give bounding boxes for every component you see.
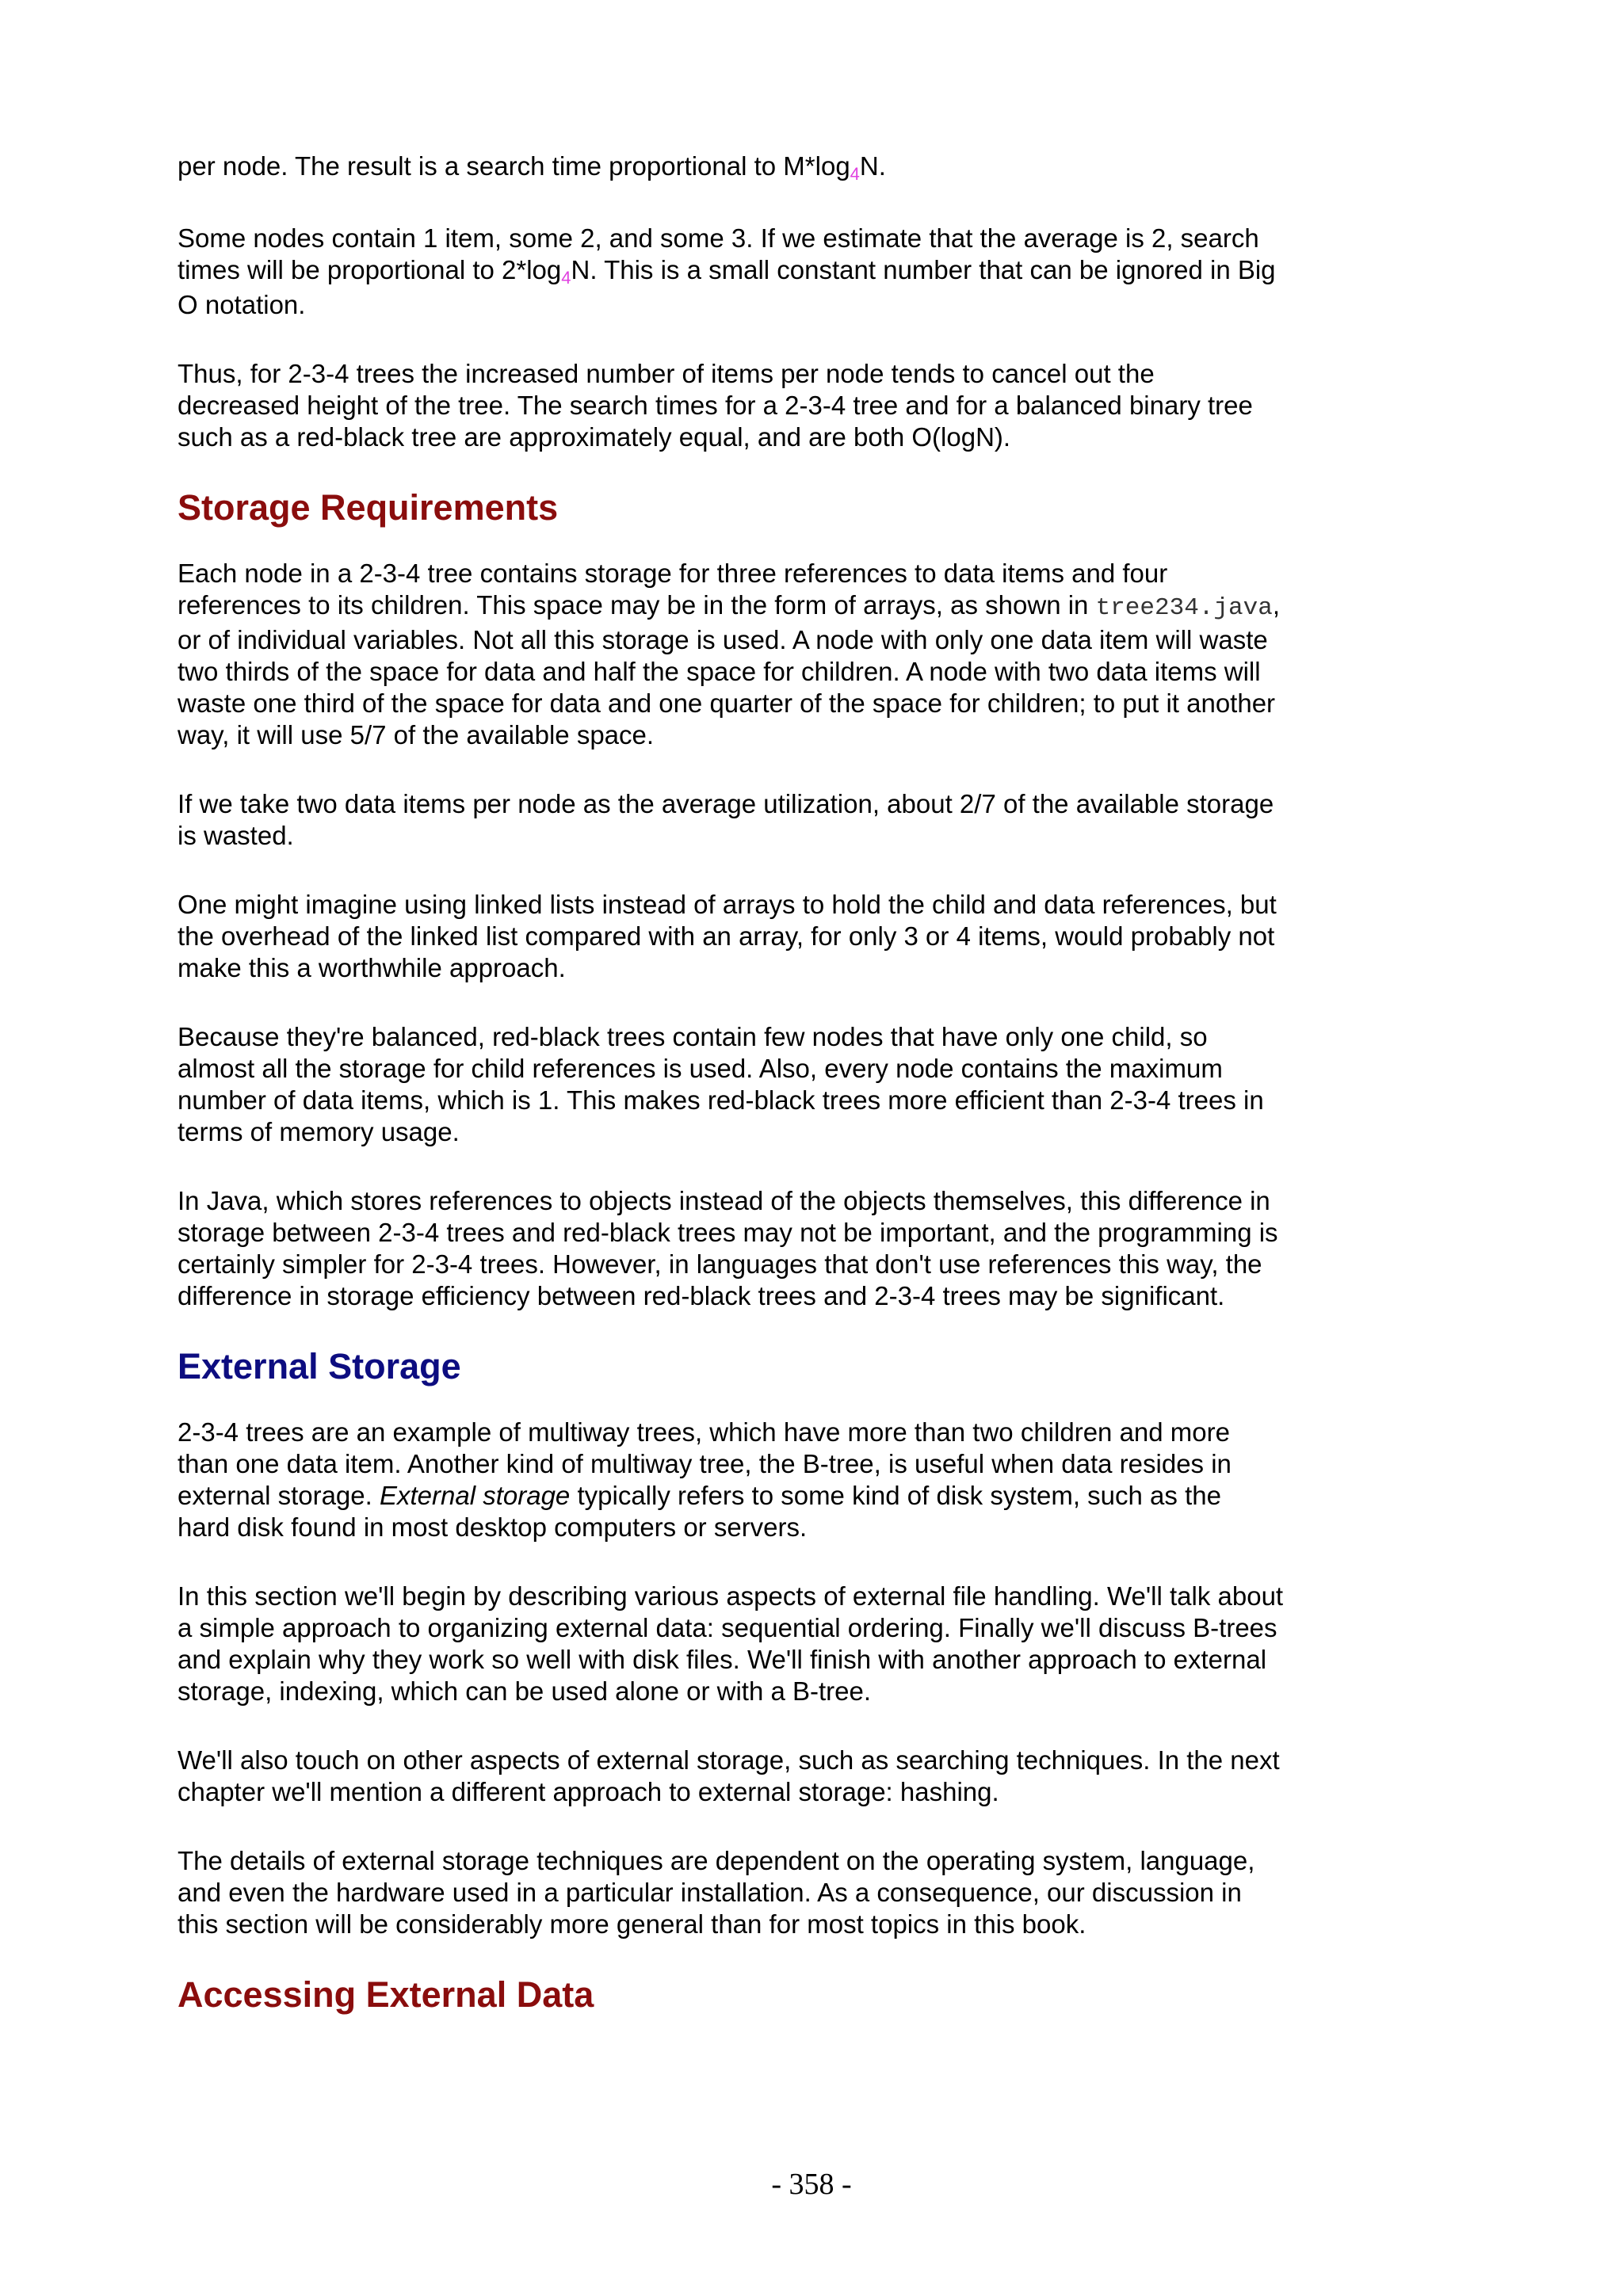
heading-storage-requirements: Storage Requirements [178, 487, 559, 528]
external-paragraph-2: In this section we'll begin by describing various aspects of external file handling. We'll talk about a simple approach to organizing external data: sequential ordering. Finally we'll discuss B-trees and explain why they work so well with disk files. We'll finish with another approach to external storage, indexing, which can be used alone or with a B-tree. [178, 1581, 1284, 1706]
storage-paragraph-5: In Java, which stores references to objects instead of the objects themselves, this difference in storage between 2-3-4 trees and red-black trees may not be important, and the programming is certainly simpler for 2-3-4 trees. However, in languages that don't use references this way, the difference in storage efficiency between red-black trees and 2-3-4 trees may be significant. [178, 1186, 1278, 1310]
code-filename: tree234.java [1095, 594, 1273, 622]
storage-paragraph-1: Each node in a 2-3-4 tree contains storage for three references to data items and four references to its children. This space may be in the form of arrays, as shown in tree234.java, or of individual variables. Not all this storage is used. A node with only one data item will waste two thirds of the space for data and half the space for children. A node with two data items will waste one third of the space for data and one quarter of the space for children; to put it another way, it will use 5/7 of the available space. [178, 559, 1280, 749]
subscript-4: 4 [561, 268, 571, 288]
intro-paragraph-1: per node. The result is a search time proportional to M*log4N. [178, 151, 886, 184]
external-paragraph-1: 2-3-4 trees are an example of multiway trees, which have more than two children and more than one data item. Another kind of multiway tree, the B-tree, is useful when data resides in external storage. External storage typically refers to some kind of disk system, such as the hard disk found in most desktop computers or servers. [178, 1417, 1232, 1542]
subscript-4: 4 [850, 164, 860, 184]
external-paragraph-4: The details of external storage techniques are dependent on the operating system, language, and even the hardware used in a particular installation. As a consequence, our discussion in this section will be considerably more general than for most topics in this book. [178, 1846, 1255, 1939]
storage-paragraph-2: If we take two data items per node as the average utilization, about 2/7 of the available storage is wasted. [178, 789, 1274, 850]
storage-paragraph-4: Because they're balanced, red-black trees contain few nodes that have only one child, so almost all the storage for child references is used. Also, every node contains the maximum number of data items, which is 1. This makes red-black trees more efficient than 2-3-4 trees in terms of memory usage. [178, 1022, 1264, 1146]
emphasis-external-storage: External storage [379, 1481, 571, 1510]
intro-paragraph-3: Thus, for 2-3-4 trees the increased number of items per node tends to cancel out the decreased height of the tree. The search times for a 2-3-4 tree and for a balanced binary tree such as a red-black tree are approximately equal, and are both O(logN). [178, 359, 1253, 452]
intro-paragraph-2: Some nodes contain 1 item, some 2, and some 3. If we estimate that the average is 2, search times will be proportional to 2*log4N. This is a small constant number that can be ignored in Big O notation. [178, 223, 1276, 319]
page-number: - 358 - [771, 2168, 852, 2201]
external-paragraph-3: We'll also touch on other aspects of external storage, such as searching techniques. In the next chapter we'll mention a different approach to external storage: hashing. [178, 1745, 1280, 1806]
storage-paragraph-3: One might imagine using linked lists instead of arrays to hold the child and data references, but the overhead of the linked list compared with an array, for only 3 or 4 items, would probably not make this a worthwhile approach. [178, 890, 1277, 982]
heading-external-storage: External Storage [178, 1346, 461, 1386]
heading-accessing-external-data: Accessing External Data [178, 1974, 594, 2015]
page-content [178, 151, 1287, 2016]
